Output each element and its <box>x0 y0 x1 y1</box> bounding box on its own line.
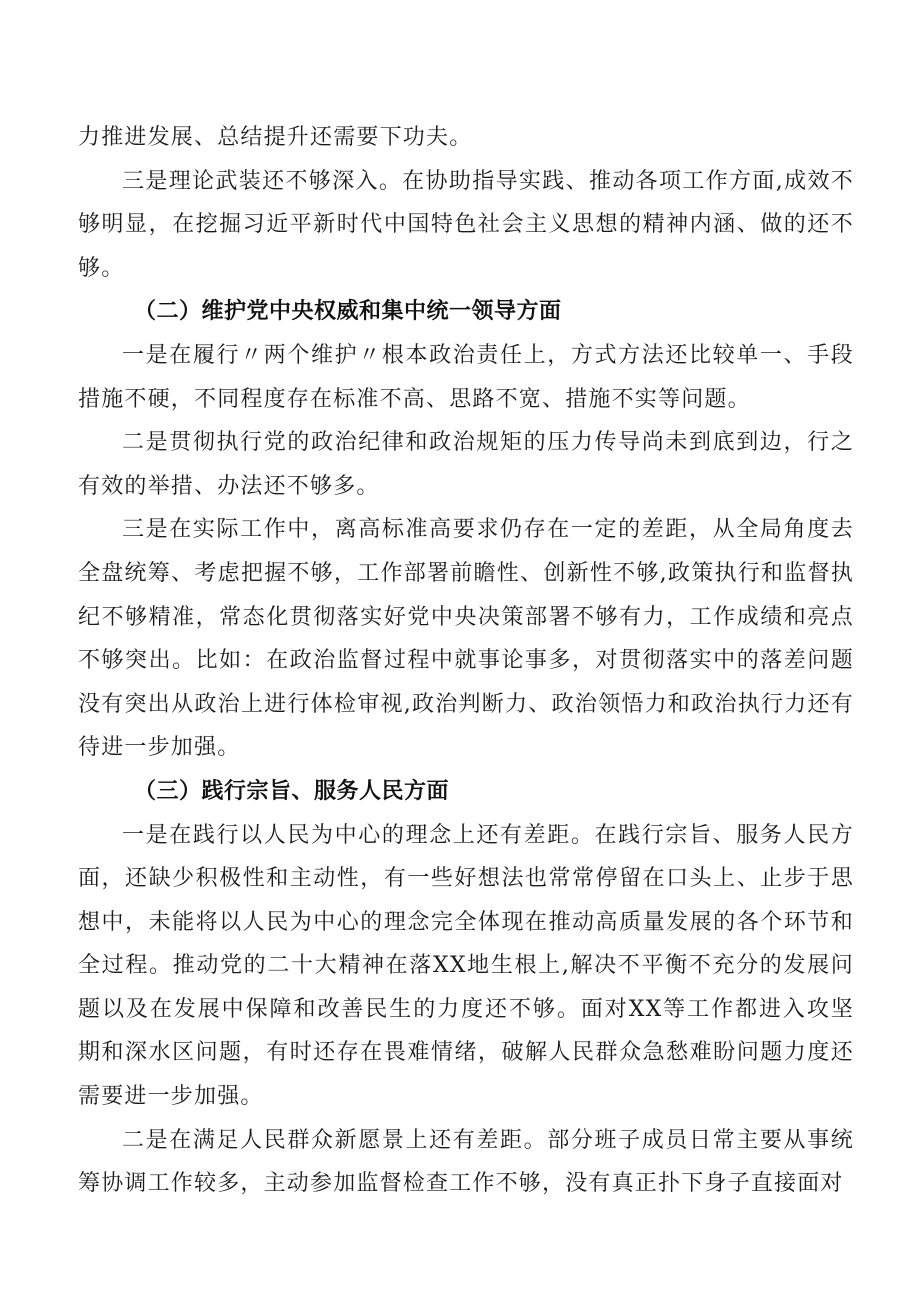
paragraph-people-centered: 一是在践行以人民为中心的理念上还有差距。在践行宗旨、服务人民方面，还缺少积极性和主动性，有一些好想法也常常停留在口头上、止步于思想中，未能将以人民为中心的理念完全体现在推动高质量发展的各个环节和全过程。推动党的二十大精神在落XX地生根上,解决不平衡不充分的发展问题以及在发展中保障和改善民生的力度还不够。面对XX等工作都进入攻坚期和深水区问题，有时还存在畏难情绪，破解人民群众急愁难盼问题力度还需要进一步加强。 <box>78 822 854 1110</box>
paragraph-two-safeguards: 一是在履行〃两个维护〃根本政治责任上，方式方法还比较单一、手段措施不硬，不同程度存在标准不高、思路不宽、措施不实等问题。 <box>78 342 854 412</box>
paragraph-continuation: 力推进发展、总结提升还需要下功夫。 <box>78 125 473 150</box>
paragraph-political-discipline: 二是贯彻执行党的政治纪律和政治规矩的压力传导尚未到底到边，行之有效的举措、办法还不够多。 <box>78 430 854 499</box>
paragraph-theory-study: 三是理论武装还不够深入。在协助指导实践、推动各项工作方面,成效不够明显，在挖掘习近平新时代中国特色社会主义思想的精神内涵、做的还不够。 <box>78 168 854 281</box>
section-heading-2: （二）维护党中央权威和集中统一领导方面 <box>134 299 562 325</box>
paragraph-new-aspirations: 二是在满足人民群众新愿景上还有差距。部分班子成员日常主要从事统筹协调工作较多，主动参加监督检查工作不够，没有真正扑下身子直接面对 <box>78 1127 854 1197</box>
document-page <box>78 116 854 1206</box>
section-heading-3: （三）践行宗旨、服务人民方面 <box>134 778 450 804</box>
paragraph-practical-work: 三是在实际工作中，离高标准高要求仍存在一定的差距，从全局角度去全盘统筹、考虑把握不够，工作部署前瞻性、创新性不够,政策执行和监督执纪不够精准，常态化贯彻落实好党中央决策部署不够有力，工作成绩和亮点不够突出。比如：在政治监督过程中就事论事多，对贯彻落实中的落差问题没有突出从政治上进行体检审视,政治判断力、政治领悟力和政治执行力还有待进一步加强。 <box>78 517 854 761</box>
